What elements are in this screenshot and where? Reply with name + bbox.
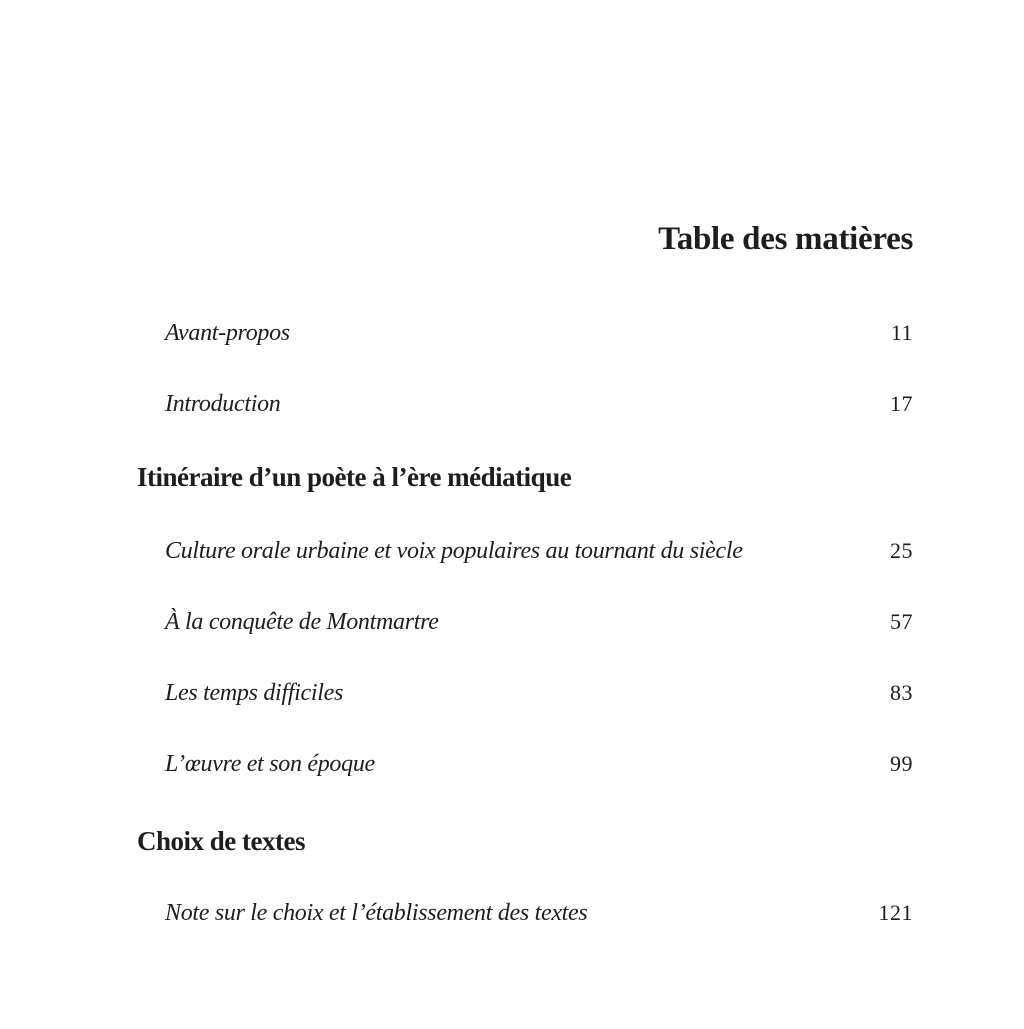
- toc-heading-label: Choix de textes: [137, 826, 305, 856]
- toc-section-heading-choix-de-textes: [137, 824, 913, 859]
- toc-entry-page: 17: [890, 391, 913, 416]
- toc-entry-page: 99: [890, 751, 913, 776]
- toc-row-avant-propos: [137, 318, 913, 349]
- toc-entry-page: 83: [890, 680, 913, 705]
- toc-entry-label: L’œuvre et son époque: [165, 751, 375, 777]
- toc-entry-page: 11: [890, 320, 913, 345]
- toc-entry-page: 57: [890, 609, 913, 634]
- toc-row-oeuvre-epoque: [137, 749, 913, 780]
- toc-entry-label: Culture orale urbaine et voix populaires au tournant du siècle: [165, 538, 743, 564]
- page-title: Table des matières: [658, 221, 913, 258]
- toc-entry-page: 25: [890, 538, 913, 563]
- toc-row-culture-orale: [137, 536, 913, 567]
- toc-row-conquete-montmartre: [137, 607, 913, 638]
- toc-row-introduction: [137, 389, 913, 420]
- toc-entry-label: Avant-propos: [165, 320, 290, 346]
- toc-heading-label: Itinéraire d’un poète à l’ère médiatique: [137, 462, 572, 492]
- toc-row-temps-difficiles: [137, 678, 913, 709]
- toc-section-heading-itineraire: [137, 460, 913, 495]
- toc-row-note-sur-le-choix: [137, 898, 913, 929]
- toc-entry-label: Les temps difficiles: [165, 680, 343, 706]
- toc-entry-label: Introduction: [165, 391, 281, 417]
- toc-entry-page: 121: [878, 900, 913, 925]
- toc-entry-label: À la conquête de Montmartre: [165, 609, 439, 635]
- toc-entry-label: Note sur le choix et l’établissement des textes: [165, 900, 588, 926]
